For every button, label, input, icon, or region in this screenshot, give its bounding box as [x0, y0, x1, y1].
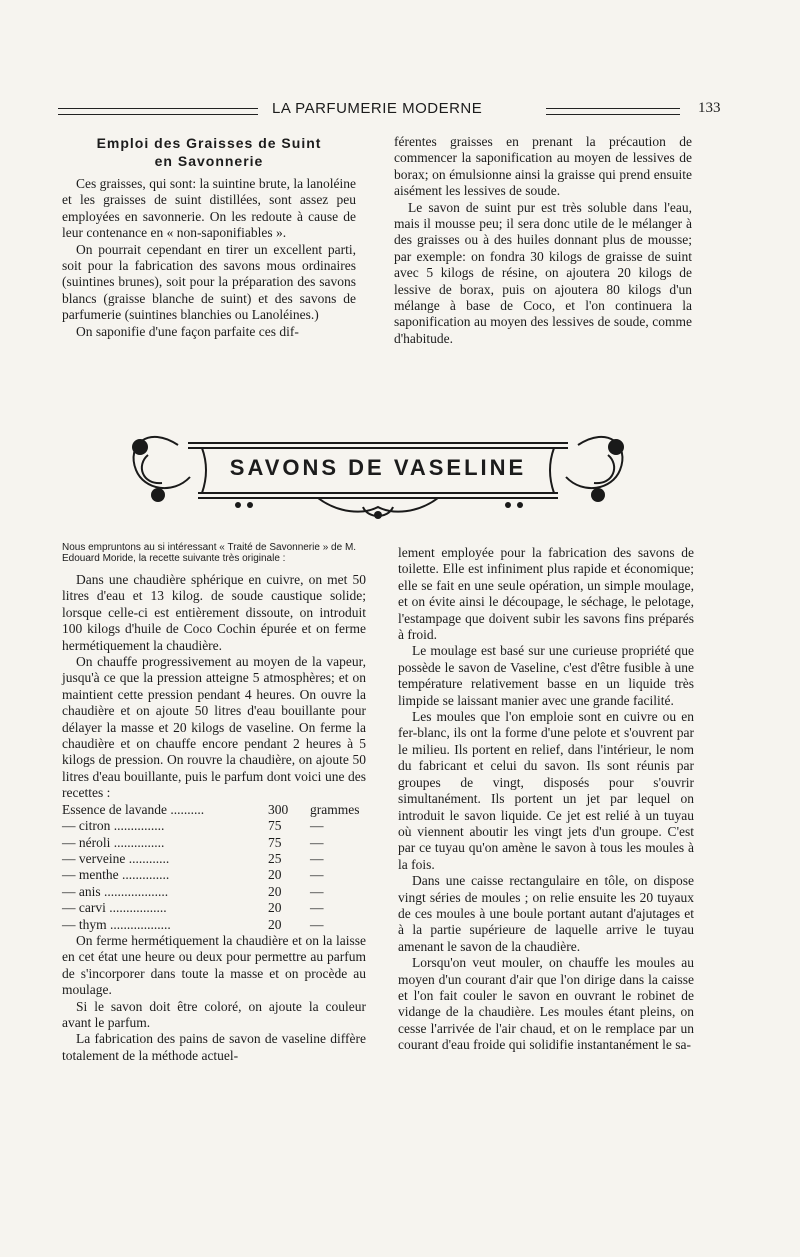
article1-column-left [62, 134, 356, 340]
paragraph: On chauffe progressivement au moyen de la vapeur, jusqu'à ce que la pression atteigne 5 atmosphères; et on maintient cette pression pendant 4 heures. On ouvre la chaudière et on ajoute 50 litres d'eau bouillante pour délayer la masse et 20 kilogs de vaseline. On ferme la chaudière et on chauffe encore pendant 2 heures à 5 kilogs de pression. On rouvre la chaudière, on ajoute 50 litres d'eau bouillante, puis le parfum dont voici une des recettes : [62, 654, 366, 801]
article1-column-right [394, 134, 692, 347]
paragraph: Le savon de suint pur est très soluble dans l'eau, mais il mousse peu; il sera donc utile de le mélanger à des graisses ou à des huiles donnant plus de mousse; par exemple: on fondra 30 kilogs de graisse de suint avec 5 kilogs de résine, on ajoutera 20 kilogs de lessive de borax, puis on ajoutera 80 kilogs d'un mélange à base de Coco, et l'on continuera la saponification au moyen des lessives de soude, comme d'habitude. [394, 199, 692, 346]
article2-column-left [62, 542, 366, 1064]
header-rule-left [58, 108, 258, 115]
recipe-ingredient: — menthe .............. [62, 867, 170, 883]
header-rule-right [546, 108, 680, 115]
recipe-quantity: 25 [268, 850, 282, 866]
recipe-unit: — [310, 818, 324, 834]
article2-column-right [398, 545, 694, 1054]
paragraph: On ferme hermétiquement la chaudière et on la laisse en cet état une heure ou deux pour permettre au parfum de s'incorporer dans toute la masse et on procède au moulage. [62, 932, 366, 998]
recipe-ingredient: — anis ................... [62, 883, 169, 899]
paragraph: Ces graisses, qui sont: la suintine brute, la lanoléine et les graisses de suint distillées, sont assez peu employées en savonnerie. On les redoute à cause de leur contenance en « non-saponifiables ». [62, 176, 356, 241]
paragraph: Le moulage est basé sur une curieuse propriété que possède le savon de Vaseline, c'est d'être fusible à une température relativement basse en un liquide très limpide se laissant manier avec une grande facilité. [398, 643, 694, 708]
recipe-row [62, 835, 362, 851]
paragraph: Lorsqu'on veut mouler, on chauffe les moules au moyen d'un courant d'air que l'on dirige dans la caisse et l'on fait couler le savon en ouvrant le robinet de vidange de la chaudière. Les moules étant pleins, on cesse l'arrivée de l'air chaud, et on le remplace par un courant d'eau froide qui solidifie instantanément le sa- [398, 955, 694, 1053]
recipe-ingredient: — carvi ................. [62, 900, 167, 916]
ornamental-banner [118, 415, 638, 525]
paragraph: lement employée pour la fabrication des savons de toilette. Elle est infiniment plus rapide et économique; elle se fait en une seule opération, un simple moulage, et on évite ainsi le découpage, le séchage, le pelotage, l'estampage que doivent subir les savons fins préparés à froid. [398, 545, 694, 643]
recipe-row [62, 818, 362, 834]
recipe-quantity: 20 [268, 883, 282, 899]
recipe-quantity: 75 [268, 834, 282, 850]
recipe-ingredient: Essence de lavande .......... [62, 801, 205, 817]
paragraph: Les moules que l'on emploie sont en cuivre ou en fer-blanc, ils ont la forme d'une pelote et s'ouvrent par le milieu. Ils portent en relief, dans l'intérieur, le nom du fabricant et celui du savon. Ils sont réunis par groupes de vingt, disposés pour s'ouvrir simultanément. Ils portent un jet par lequel on introduit le savon liquide. Ce jet est relié à un tuyau où viennent aboutir les vingt jets d'un groupe. C'est par ce tuyau qu'on amène le savon à tous les moules à la fois. [398, 709, 694, 872]
recipe-unit: grammes [310, 801, 360, 817]
article1-title-line2: en Savonnerie [154, 153, 264, 169]
paragraph: férentes graisses en prenant la précaution de commencer la saponification au moyen de lessives de borax; on émulsionne ainsi la graisse qui prend ensuite aisément les lessives de soude. [394, 134, 692, 199]
recipe-quantity: 20 [268, 916, 282, 932]
paragraph: Dans une caisse rectangulaire en tôle, on dispose vingt séries de moules ; on relie ensuite les 20 tuyaux de ces moules à une boule portant autant d'ajutages et à la partie supérieure de laquelle arrive le tuyau amenant le savon de la chaudière. [398, 873, 694, 954]
article2-intro: Nous empruntons au si intéressant « Traité de Savonnerie » de M. Edouard Moride, la recette suivante très originale : [62, 542, 357, 564]
recipe-ingredient: — thym .................. [62, 916, 171, 932]
recipe-ingredient: — citron ............... [62, 818, 165, 834]
page-number: 133 [698, 100, 721, 116]
recipe-row [62, 851, 362, 867]
running-header [58, 100, 721, 122]
perfume-recipe-table [62, 802, 362, 933]
paragraph: On saponifie d'une façon parfaite ces dif- [76, 323, 299, 339]
journal-title: LA PARFUMERIE MODERNE [272, 100, 483, 117]
recipe-ingredient: — verveine ............ [62, 850, 170, 866]
paragraph: Dans une chaudière sphérique en cuivre, on met 50 litres d'eau et 13 kilog. de soude caustique solide; lorsque celle-ci est entièrement dissoute, on introduit 100 kilogs d'huile de Coco Cochin épurée et on ferme hermétiquement la chaudière. [62, 572, 366, 653]
paragraph: On pourrait cependant en tirer un excellent parti, soit pour la fabrication des savons mous ordinaires (suintines brunes), soit pour la préparation des savons blancs (graisse blanche de suint) et des savons de parfumerie (suintines blanchies ou Lanoléines.) [62, 241, 356, 323]
recipe-unit: — [310, 867, 324, 883]
recipe-row [62, 917, 362, 933]
recipe-quantity: 75 [268, 818, 282, 834]
article1-title-line1: Emploi des Graisses de Suint [96, 135, 322, 151]
recipe-unit: — [310, 834, 324, 850]
recipe-quantity: 20 [268, 867, 282, 883]
recipe-unit: — [310, 900, 324, 916]
recipe-row [62, 802, 362, 818]
banner-title: SAVONS DE VASELINE [229, 455, 527, 480]
recipe-unit: — [310, 916, 324, 932]
recipe-unit: — [310, 850, 324, 866]
recipe-unit: — [310, 883, 324, 899]
paragraph: Si le savon doit être coloré, on ajoute la couleur avant le parfum. [62, 998, 366, 1030]
recipe-quantity: 20 [268, 900, 282, 916]
article1-title [62, 134, 356, 170]
paragraph: La fabrication des pains de savon de vaseline diffère totalement de la méthode actuel- [62, 1031, 366, 1063]
recipe-ingredient: — néroli ............... [62, 834, 165, 850]
recipe-quantity: 300 [268, 801, 289, 817]
recipe-row [62, 867, 362, 883]
recipe-row [62, 900, 362, 916]
recipe-row [62, 884, 362, 900]
